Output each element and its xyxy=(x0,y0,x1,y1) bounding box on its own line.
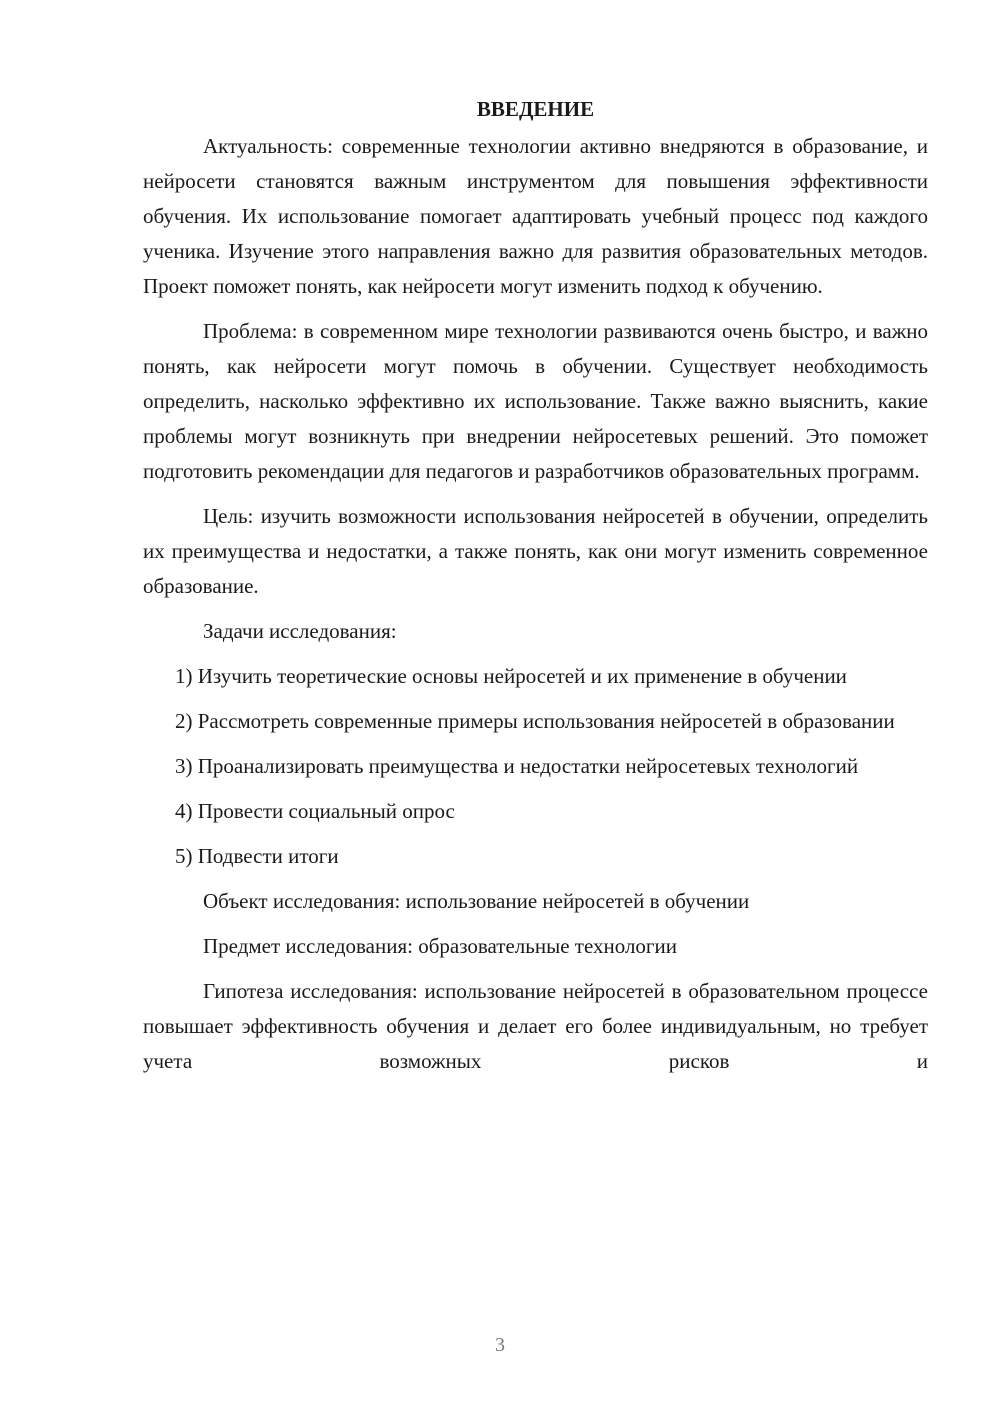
relevance-paragraph: Актуальность: современные технологии активно внедряются в образование, и нейросети становятся важным инструментом для повышения эффективности обучения. Их использование помогает адаптировать учебный процесс под каждого ученика. Изучение этого направления важно для развития образовательных методов. Проект поможет понять, как нейросети могут изменить подход к обучению. xyxy=(143,134,928,298)
goal-paragraph: Цель: изучить возможности использования нейросетей в обучении, определить их преимущества и недостатки, а также понять, как они могут изменить современное образование. xyxy=(143,504,928,598)
section-heading: ВВЕДЕНИЕ xyxy=(476,97,595,121)
research-subject: Предмет исследования: образовательные технологии xyxy=(203,934,678,958)
tasks-intro: Задачи исследования: xyxy=(203,619,397,643)
research-object: Объект исследования: использование нейросетей в обучении xyxy=(203,889,750,913)
page-number: 3 xyxy=(495,1334,505,1356)
research-hypothesis: Гипотеза исследования: использование нейросетей в образовательном процессе повышает эффективность обучения и делает его более индивидуальным, но требует учета возможных рисков и xyxy=(143,979,928,1073)
task-item-4: 4) Провести социальный опрос xyxy=(175,799,455,823)
task-item-5: 5) Подвести итоги xyxy=(175,844,339,868)
problem-paragraph: Проблема: в современном мире технологии развиваются очень быстро, и важно понять, как нейросети могут помочь в обучении. Существует необходимость определить, насколько эффективно их использование. Также важно выяснить, какие проблемы могут возникнуть при внедрении нейросетевых решений. Это поможет подготовить рекомендации для педагогов и разработчиков образовательных программ. xyxy=(143,319,928,483)
task-item-2: 2) Рассмотреть современные примеры использования нейросетей в образовании xyxy=(175,709,895,733)
document-page xyxy=(143,92,928,1089)
task-item-3: 3) Проанализировать преимущества и недостатки нейросетевых технологий xyxy=(175,754,859,778)
task-item-1: 1) Изучить теоретические основы нейросетей и их применение в обучении xyxy=(175,664,847,688)
